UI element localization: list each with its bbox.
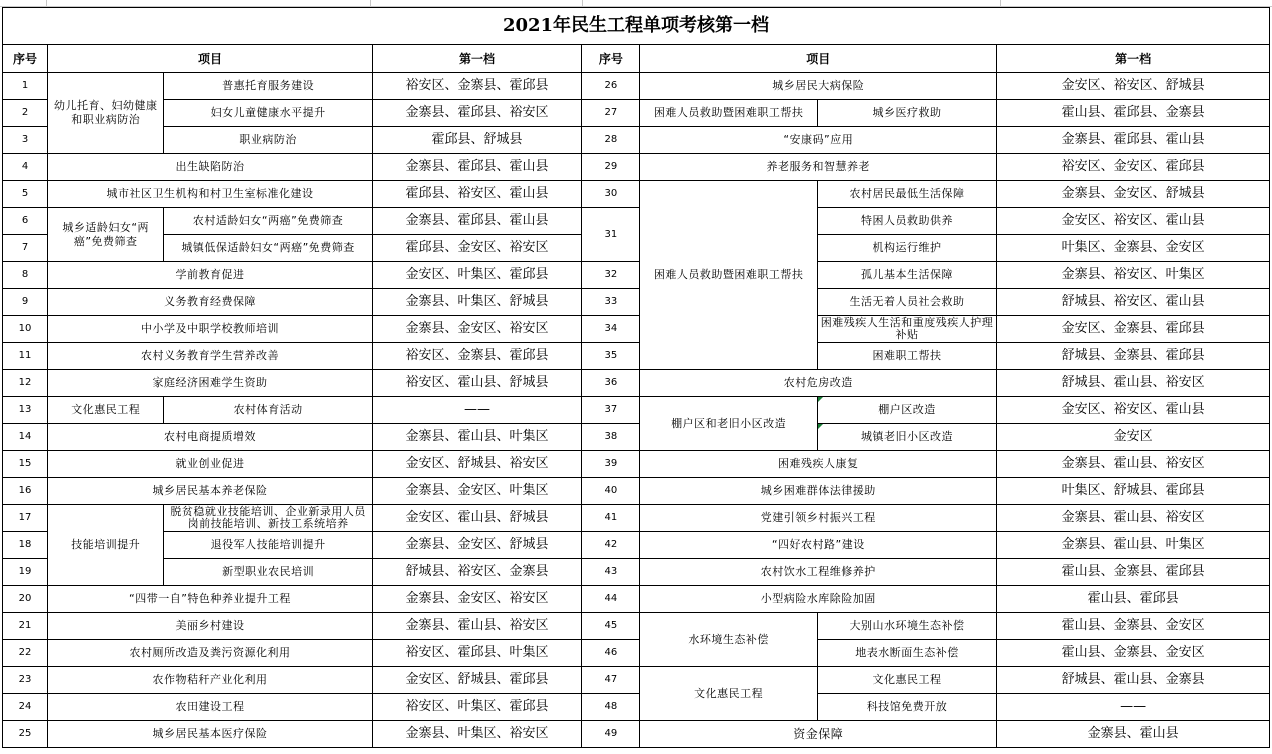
project-cell: 大别山水环境生态补偿: [817, 613, 996, 640]
row-number: 47: [582, 667, 640, 694]
row-number: 17: [3, 505, 48, 532]
project-cell: 学前教育促进: [48, 262, 373, 289]
row-number: 18: [3, 532, 48, 559]
tier-cell: 叶集区、金寨县、金安区: [997, 235, 1270, 262]
group-label: 棚户区和老旧小区改造: [640, 397, 817, 451]
row-number: 21: [3, 613, 48, 640]
tier-cell: ——: [372, 397, 581, 424]
row-number: 46: [582, 640, 640, 667]
tier-cell: 裕安区、霍山县、舒城县: [372, 370, 581, 397]
tier-cell: 金寨县、金安区、裕安区: [372, 316, 581, 343]
tier-cell: 舒城县、裕安区、霍山县: [997, 289, 1270, 316]
project-cell: 农村饮水工程维修养护: [640, 559, 997, 586]
project-cell: “四带一自”特色种养业提升工程: [48, 586, 373, 613]
project-cell: 出生缺陷防治: [48, 154, 373, 181]
row-number: 40: [582, 478, 640, 505]
page-title: 2021年民生工程单项考核第一档: [3, 8, 1270, 45]
project-cell: 农村体育活动: [164, 397, 372, 424]
tier-cell: 金寨县、霍邱县、裕安区: [372, 100, 581, 127]
tier-cell: 霍山县、金寨县、金安区: [997, 640, 1270, 667]
row-number: 22: [3, 640, 48, 667]
row-number: 10: [3, 316, 48, 343]
group-label: 困难人员救助暨困难职工帮扶: [640, 181, 817, 370]
project-cell: 特困人员救助供养: [817, 208, 996, 235]
project-cell: 退役军人技能培训提升: [164, 532, 372, 559]
tier-cell: 舒城县、霍山县、裕安区: [997, 370, 1270, 397]
project-cell: 义务教育经费保障: [48, 289, 373, 316]
project-cell: 农田建设工程: [48, 694, 373, 721]
project-cell: 困难职工帮扶: [817, 343, 996, 370]
row-number: 31: [582, 208, 640, 262]
tier-cell: 金寨县、叶集区、裕安区: [372, 721, 581, 748]
tier-cell: ——: [997, 694, 1270, 721]
row-number: 43: [582, 559, 640, 586]
row-number: 7: [3, 235, 48, 262]
tier-cell: 金寨县、霍山县、裕安区: [997, 505, 1270, 532]
project-cell: 职业病防治: [164, 127, 372, 154]
tier-cell: 金寨县、金安区、舒城县: [997, 181, 1270, 208]
tier-cell: 霍山县、金寨县、霍邱县: [997, 559, 1270, 586]
header-item-right: 项目: [640, 45, 997, 73]
tier-cell: 裕安区、金安区、霍邱县: [997, 154, 1270, 181]
group-label: 水环境生态补偿: [640, 613, 817, 667]
project-cell: 普惠托育服务建设: [164, 73, 372, 100]
project-cell: 党建引领乡村振兴工程: [640, 505, 997, 532]
project-cell: 机构运行维护: [817, 235, 996, 262]
row-number: 38: [582, 424, 640, 451]
row-number: 12: [3, 370, 48, 397]
project-cell: 资金保障: [640, 721, 997, 748]
row-number: 48: [582, 694, 640, 721]
tier-cell: 金寨县、霍邱县、霍山县: [372, 208, 581, 235]
row-number: 24: [3, 694, 48, 721]
row-number: 39: [582, 451, 640, 478]
tier-cell: 裕安区、金寨县、霍邱县: [372, 343, 581, 370]
row-number: 20: [3, 586, 48, 613]
row-number: 49: [582, 721, 640, 748]
project-cell: 科技馆免费开放: [817, 694, 996, 721]
row-number: 28: [582, 127, 640, 154]
tier-cell: 金寨县、霍山县、叶集区: [372, 424, 581, 451]
row-number: 26: [582, 73, 640, 100]
project-cell: 农村厕所改造及粪污资源化利用: [48, 640, 373, 667]
tier-cell: 金寨县、霍山县: [997, 721, 1270, 748]
project-cell: 孤儿基本生活保障: [817, 262, 996, 289]
tier-cell: 霍邱县、金安区、裕安区: [372, 235, 581, 262]
row-number: 32: [582, 262, 640, 289]
group-label: 困难人员救助暨困难职工帮扶: [640, 100, 817, 127]
row-number: 19: [3, 559, 48, 586]
project-cell: 城镇老旧小区改造: [817, 424, 996, 451]
row-number: 37: [582, 397, 640, 424]
tier-cell: 金安区: [997, 424, 1270, 451]
row-number: 25: [3, 721, 48, 748]
project-cell: 城市社区卫生机构和村卫生室标准化建设: [48, 181, 373, 208]
tier-cell: 金寨县、霍山县、裕安区: [372, 613, 581, 640]
tier-cell: 霍山县、霍邱县: [997, 586, 1270, 613]
project-cell: 农作物秸秆产业化利用: [48, 667, 373, 694]
row-number: 16: [3, 478, 48, 505]
row-number: 35: [582, 343, 640, 370]
tier-cell: 叶集区、舒城县、霍邱县: [997, 478, 1270, 505]
row-number: 9: [3, 289, 48, 316]
tier-cell: 金寨县、霍山县、裕安区: [997, 451, 1270, 478]
row-number: 45: [582, 613, 640, 640]
project-cell: 城乡医疗救助: [817, 100, 996, 127]
tier-cell: 金寨县、霍邱县、霍山县: [372, 154, 581, 181]
header-tier-right: 第一档: [997, 45, 1270, 73]
row-number: 30: [582, 181, 640, 208]
project-cell: 农村危房改造: [640, 370, 997, 397]
row-number: 8: [3, 262, 48, 289]
row-number: 44: [582, 586, 640, 613]
header-item-left: 项目: [48, 45, 373, 73]
project-cell: 城乡居民基本医疗保险: [48, 721, 373, 748]
tier-cell: 金寨县、金安区、裕安区: [372, 586, 581, 613]
project-cell: 脱贫稳就业技能培训、企业新录用人员岗前技能培训、新技工系统培养: [164, 505, 372, 532]
tier-cell: 霍邱县、舒城县: [372, 127, 581, 154]
tier-cell: 舒城县、霍山县、金寨县: [997, 667, 1270, 694]
project-cell: 农村适龄妇女“两癌”免费筛查: [164, 208, 372, 235]
project-cell: 农村电商提质增效: [48, 424, 373, 451]
row-number: 11: [3, 343, 48, 370]
tier-cell: 金安区、叶集区、霍邱县: [372, 262, 581, 289]
tier-cell: 裕安区、霍邱县、叶集区: [372, 640, 581, 667]
tier-cell: 裕安区、金寨县、霍邱县: [372, 73, 581, 100]
header-tier-left: 第一档: [372, 45, 581, 73]
project-cell: 家庭经济困难学生资助: [48, 370, 373, 397]
project-cell: 地表水断面生态补偿: [817, 640, 996, 667]
project-cell: 文化惠民工程: [817, 667, 996, 694]
row-number: 27: [582, 100, 640, 127]
tier-cell: 裕安区、叶集区、霍邱县: [372, 694, 581, 721]
project-cell: 就业创业促进: [48, 451, 373, 478]
project-cell: “四好农村路”建设: [640, 532, 997, 559]
project-cell: 困难残疾人康复: [640, 451, 997, 478]
tier-cell: 霍山县、金寨县、金安区: [997, 613, 1270, 640]
tier-cell: 金寨县、霍山县、叶集区: [997, 532, 1270, 559]
row-number: 6: [3, 208, 48, 235]
project-cell: 妇女儿童健康水平提升: [164, 100, 372, 127]
row-number: 3: [3, 127, 48, 154]
project-cell: 养老服务和智慧养老: [640, 154, 997, 181]
project-cell: 农村居民最低生活保障: [817, 181, 996, 208]
project-cell: 困难残疾人生活和重度残疾人护理补贴: [817, 316, 996, 343]
project-cell: 城镇低保适龄妇女“两癌”免费筛查: [164, 235, 372, 262]
project-cell: 小型病险水库除险加固: [640, 586, 997, 613]
tier-cell: 金寨县、叶集区、舒城县: [372, 289, 581, 316]
row-number: 34: [582, 316, 640, 343]
group-label: 幼儿托育、妇幼健康和职业病防治: [48, 73, 164, 154]
row-number: 29: [582, 154, 640, 181]
tier-cell: 金安区、舒城县、裕安区: [372, 451, 581, 478]
project-cell: 农村义务教育学生营养改善: [48, 343, 373, 370]
row-number: 23: [3, 667, 48, 694]
row-number: 33: [582, 289, 640, 316]
row-number: 41: [582, 505, 640, 532]
tier-cell: 霍山县、霍邱县、金寨县: [997, 100, 1270, 127]
row-number: 13: [3, 397, 48, 424]
tier-cell: 舒城县、金寨县、霍邱县: [997, 343, 1270, 370]
tier-cell: 金寨县、金安区、舒城县: [372, 532, 581, 559]
tier-cell: 霍邱县、裕安区、霍山县: [372, 181, 581, 208]
project-cell: 城乡居民基本养老保险: [48, 478, 373, 505]
project-cell: 新型职业农民培训: [164, 559, 372, 586]
row-number: 14: [3, 424, 48, 451]
tier-cell: 金安区、霍山县、舒城县: [372, 505, 581, 532]
header-seq-right: 序号: [582, 45, 640, 73]
project-cell: 城乡居民大病保险: [640, 73, 997, 100]
row-number: 2: [3, 100, 48, 127]
project-cell: 美丽乡村建设: [48, 613, 373, 640]
row-number: 5: [3, 181, 48, 208]
project-cell: 中小学及中职学校教师培训: [48, 316, 373, 343]
row-number: 15: [3, 451, 48, 478]
tier-cell: 金寨县、霍邱县、霍山县: [997, 127, 1270, 154]
row-number: 1: [3, 73, 48, 100]
group-label: 文化惠民工程: [640, 667, 817, 721]
hidden-top-row: [0, 0, 1272, 7]
tier-cell: 金安区、裕安区、霍山县: [997, 397, 1270, 424]
project-cell: 棚户区改造: [817, 397, 996, 424]
group-label: 技能培训提升: [48, 505, 164, 586]
group-label: 城乡适龄妇女“两癌”免费筛查: [48, 208, 164, 262]
tier-cell: 金寨县、裕安区、叶集区: [997, 262, 1270, 289]
row-number: 4: [3, 154, 48, 181]
row-number: 36: [582, 370, 640, 397]
tier-cell: 金寨县、金安区、叶集区: [372, 478, 581, 505]
tier-cell: 金安区、裕安区、霍山县: [997, 208, 1270, 235]
project-cell: 城乡困难群体法律援助: [640, 478, 997, 505]
assessment-table: [2, 7, 1270, 748]
project-cell: “安康码”应用: [640, 127, 997, 154]
row-number: 42: [582, 532, 640, 559]
tier-cell: 金安区、金寨县、霍邱县: [997, 316, 1270, 343]
group-label: 文化惠民工程: [48, 397, 164, 424]
header-seq-left: 序号: [3, 45, 48, 73]
tier-cell: 舒城县、裕安区、金寨县: [372, 559, 581, 586]
tier-cell: 金安区、舒城县、霍邱县: [372, 667, 581, 694]
project-cell: 生活无着人员社会救助: [817, 289, 996, 316]
tier-cell: 金安区、裕安区、舒城县: [997, 73, 1270, 100]
